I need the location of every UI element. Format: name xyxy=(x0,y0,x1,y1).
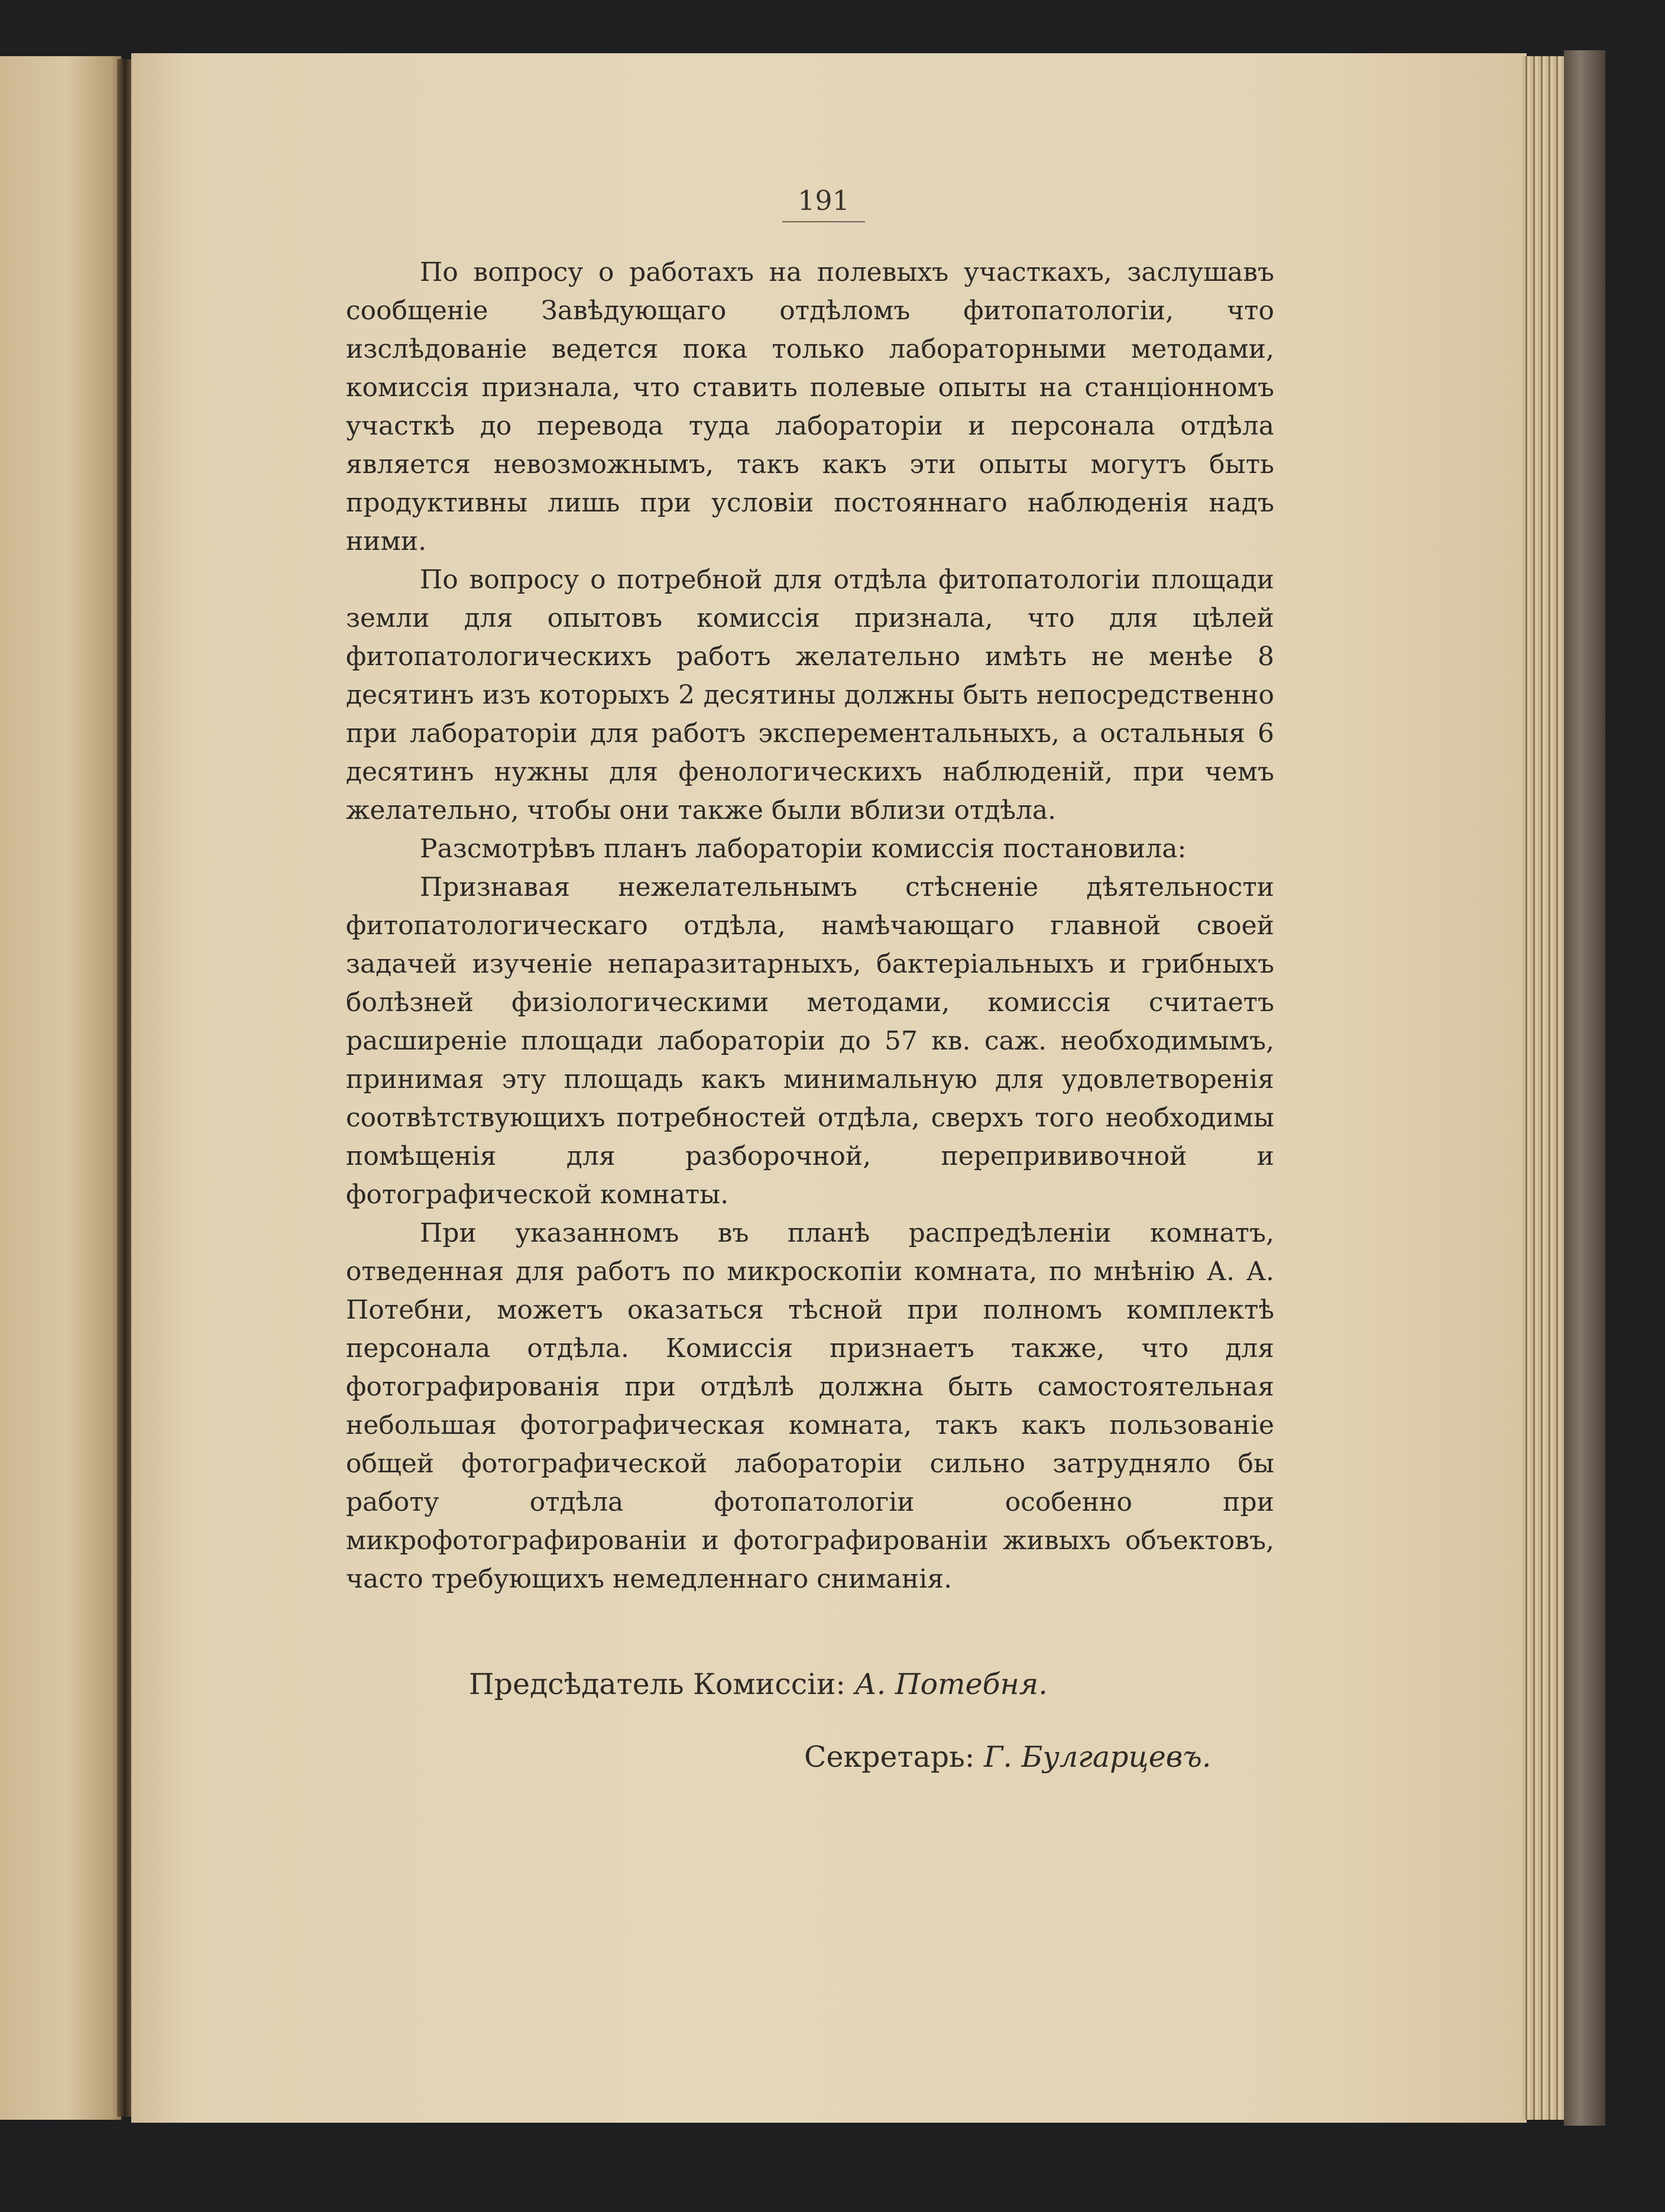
secretary-name: Г. Булгарцевъ. xyxy=(983,1740,1212,1774)
secretary-label: Секретарь: xyxy=(804,1740,975,1774)
book-cover-edge xyxy=(1564,50,1605,2126)
paragraph-room-distribution: При указанномъ въ планѣ распредѣленіи комнатъ, отведенная для работъ по микроскопіи комната, по мнѣнію А. А. Потебни, можетъ оказаться тѣсной при полномъ комплектѣ персонала отдѣла. Комиссія признаетъ также, что для фотографированія при отдѣлѣ должна быть самостоятельная небольшая фотографическая комната, такъ какъ пользованіе общей фотографической лабораторіи сильно затрудняло бы работу отдѣла фотопатологіи особенно при микрофотографированіи и фотографированіи живыхъ объектовъ, часто требующихъ немедленнаго сниманія. xyxy=(346,1218,1274,1594)
page-edges xyxy=(1523,56,1564,2120)
paragraph-land-area: По вопросу о потребной для отдѣла фитопатологіи площади земли для опытовъ комиссія признала, что для цѣлей фитопатологическихъ работъ желательно имѣть не менѣе 8 десятинъ изъ которыхъ 2 десятины должны быть непосредственно при лабораторіи для работъ эксперементальныхъ, а остальныя 6 десятинъ нужны для фенологическихъ наблюденій, при чемъ желательно, чтобы они также были вблизи отдѣла. xyxy=(346,565,1274,825)
paragraph-field-plots: По вопросу о работахъ на полевыхъ участкахъ, заслушавъ сообщеніе Завѣдующаго отдѣломъ фитопатологіи, что изслѣдованіе ведется пока только лабораторными методами, комиссія признала, что ставить полевые опыты на станціонномъ участкѣ до перевода туда лабораторіи и персонала отдѣла является невозможнымъ, такъ какъ эти опыты могутъ быть продуктивны лишь при условіи постояннаго наблюденія надъ ними. xyxy=(346,257,1274,556)
chair-name: А. Потебня. xyxy=(854,1667,1048,1701)
paragraph-plan-review: Разсмотрѣвъ планъ лабораторіи комиссія постановила: xyxy=(420,834,1187,864)
paragraph-lab-expansion: Признавая нежелательнымъ стѣсненіе дѣятельности фитопатологическаго отдѣла, намѣчающаго главной своей задачей изученіе непаразитарныхъ, бактеріальныхъ и грибныхъ болѣзней физіологическими методами, комиссія считаетъ расширеніе площади лабораторіи до 57 кв. саж. необходимымъ, принимая эту площадь какъ минимальную для удовлетворенія соотвѣтствующихъ потребностей отдѣла, сверхъ того необходимы помѣщенія для разборочной, перепрививочной и фотографической комнаты. xyxy=(346,872,1274,1210)
page-number: 191 xyxy=(782,184,865,222)
signature-secretary xyxy=(804,1740,1211,1774)
chair-label: Предсѣдатель Комиссіи: xyxy=(469,1667,846,1701)
body-text xyxy=(346,253,1274,1598)
signature-chair xyxy=(469,1667,1048,1701)
left-page-edge xyxy=(0,56,121,2120)
